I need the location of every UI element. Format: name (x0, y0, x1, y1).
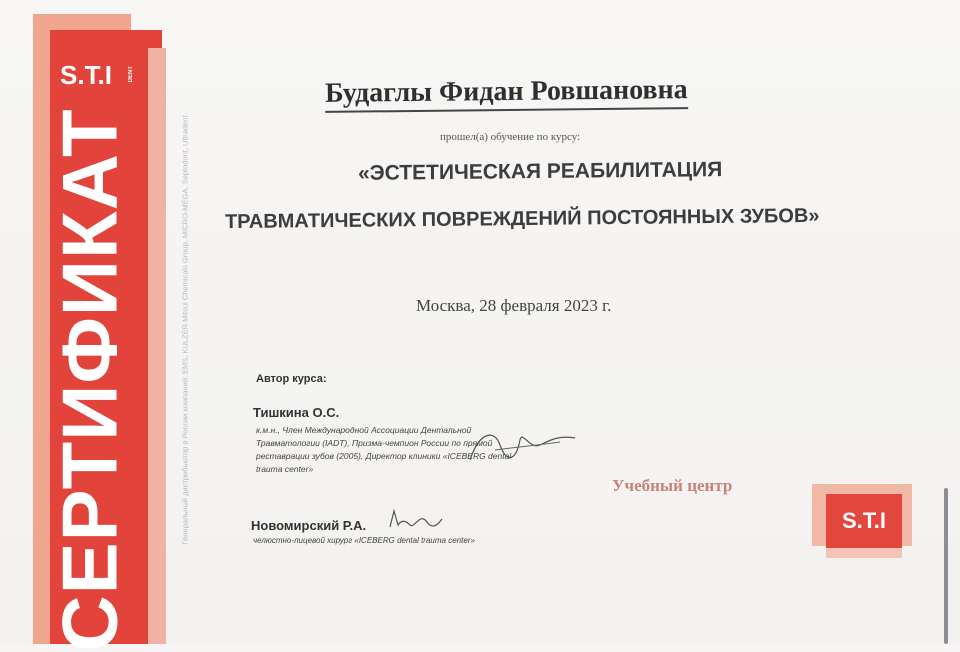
brand-text: S.T.I (60, 60, 113, 90)
logo-pink-strip (826, 548, 902, 558)
author2-name: Новомирский Р.А. (251, 518, 367, 533)
course-title-line1: «ЭСТЕТИЧЕСКАЯ РЕАБИЛИТАЦИЯ (357, 158, 723, 185)
sti-logo-top (60, 60, 140, 110)
author-heading: Автор курса: (256, 373, 327, 385)
recipient-name: Будаглы Фидан Ровшановна (325, 74, 688, 113)
signature-1 (460, 420, 580, 470)
city-date: Москва, 28 февраля 2023 г. (416, 296, 612, 315)
certificate-word: СЕРТИФИКАТ (45, 108, 134, 652)
brand-sub: DENT (128, 66, 134, 83)
scrollbar[interactable] (944, 488, 948, 644)
completed-text: прошел(а) обучение по курсу: (440, 131, 581, 143)
author2-description: челюстно-лицевой хирург «ICEBERG dental trauma center» (253, 536, 475, 545)
signature-2 (386, 505, 446, 535)
distributor-note: Генеральный дистрибьютор в России компаний: EMS, KULZER Mitsui Chemicals Group, MICRO-MEGA, Septodont, Ultradent (180, 115, 190, 545)
course-title-line2: ТРАВМАТИЧЕСКИХ ПОВРЕЖДЕНИЙ ПОСТОЯННЫХ ЗУБОВ» (224, 204, 820, 234)
training-center-label: Учебный центр (612, 476, 733, 495)
band-pink-strip (148, 48, 166, 644)
logo-brand-text: S.T.I (841, 508, 886, 533)
author1-name: Тишкина О.С. (253, 405, 340, 420)
sti-logo-bottom (826, 494, 902, 548)
author1-description: к.м.н., Член Международной Ассоциации Дентальной Травматологии (IADT), Призма-чемпион России по прямой реставрации зубов (2005), Директор клиники «ICEBERG dental trauma center» (256, 425, 512, 474)
